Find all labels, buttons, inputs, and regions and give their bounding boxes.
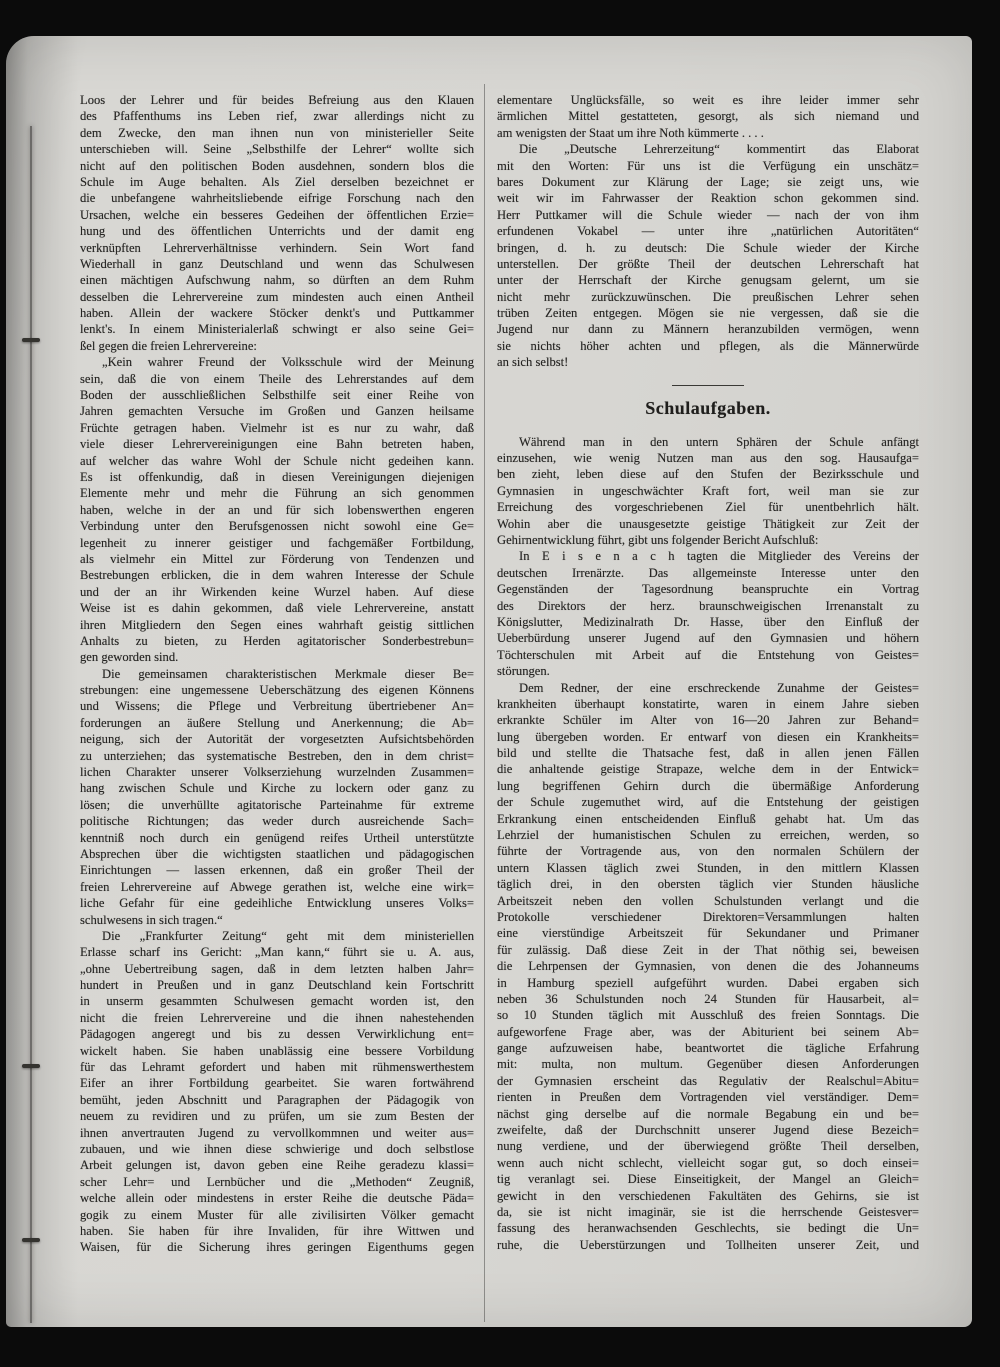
text-line: unter der Herrschaft der Kirche genugsam gelernt, um sie <box>497 273 919 288</box>
text-line: sie nichts höher achten und pflegen, als die Männerwürde <box>497 338 919 353</box>
text-line: nicht die freien Lehrervereine und die ihnen nahestehenden <box>80 1010 474 1025</box>
text-line: am wenigsten der Staat um ihre Noth kümmerte . . . . <box>497 125 764 140</box>
text-line: Verbindung unter den Berufsgenossen nicht sowohl eine Ge= <box>80 519 474 534</box>
text-line: störungen. <box>497 664 550 679</box>
text-line: neigung, sich der Autorität der vorgesetzten Aufsichtsbehörden <box>80 732 474 747</box>
text-line: ihren Mitgliedern den Segen eines wahrhaft geistig sittlichen <box>80 617 474 632</box>
text-line: schulwesens in sich tragen.“ <box>80 912 223 927</box>
text-line: Die gemeinsamen charakteristischen Merkmale dieser Be= <box>102 666 474 681</box>
text-line: zu unterziehen; das systematische Bestreben, den in dem christ= <box>80 748 474 763</box>
column-divider-rule <box>484 84 485 1322</box>
text-line: Pädagogen angeregt und bis zu dessen Verwirklichung ent= <box>80 1027 474 1042</box>
text-line: gogik zu einem Muster für alle zivilisirten Völker gemacht <box>80 1207 474 1222</box>
text-line: „Kein wahrer Freund der Volksschule wird der Meinung <box>102 355 474 370</box>
text-line: für das Lehramt gefordert und haben mit rühmenswerthestem <box>80 1060 474 1075</box>
text-line: bemüht, jeden Abschnitt und Paragraphen der Pädagogik von <box>80 1092 474 1107</box>
text-line: viele dieser Lehrervereinigungen eine Bahn betreten haben, <box>80 437 474 452</box>
text-line: gen geworden sind. <box>80 650 179 665</box>
text-line: welche allein oder mindestens in erster Reihe die deutsche Päda= <box>80 1191 474 1206</box>
scanned-page <box>6 36 972 1327</box>
text-line: lösen; die unverhüllte agitatorische Parteinahme für extreme <box>80 797 474 812</box>
text-line: mit: multa, non multum. Gegenüber diesen Anforderungen <box>497 1057 919 1072</box>
text-line: Boden der ausschließlichen Selbsthilfe seit einer Reihe von <box>80 388 474 403</box>
text-line: scher Lehr= und Lernbücher und die „Methoden“ Zeugniß, <box>80 1174 474 1189</box>
staple-icon <box>22 338 40 342</box>
spine-crease-line <box>30 126 32 1323</box>
text-line: die anhaltende geistige Strapaze, welche dem in der Entwick= <box>497 762 919 777</box>
text-line: lichen Charakter unserer Volkserziehung wurzelnden Zusammen= <box>80 765 474 780</box>
text-line: weit wir im Fahrwasser der Reaktion schon gekommen sind. <box>497 191 919 206</box>
text-line: an sich selbst! <box>497 355 569 370</box>
text-line: haben, welche in der an und für sich lobenswerthen engeren <box>80 502 474 517</box>
text-line: Ueberbürdung unserer Jugend auf den Gymnasien und höhern <box>497 631 919 646</box>
text-line: hung und des öffentlichen Unterrichts und der damit eng <box>80 224 474 239</box>
text-line: Jugend nur dann zu Männern heranzubilden vermögen, wenn <box>497 322 919 337</box>
text-line: die unbefangene wahrheitsliebende eifrige Forschung nach den <box>80 191 474 206</box>
text-line: des Direktors der herz. braunschweigischen Irrenanstalt zu <box>497 598 919 613</box>
text-line: Lehrziel der humanistischen Schulen zu erreichen, werden, so <box>497 828 919 843</box>
text-line: Herr Puttkamer will die Schule wieder — nach der von ihm <box>497 207 919 222</box>
text-line: mit den Worten: Für uns ist die Verfügung ein unschätz= <box>497 158 919 173</box>
text-line: Erreichung des vorgeschriebenen Ziel für unentbehrlich hält. <box>497 500 919 515</box>
text-line: Bestrebungen erblicken, die in dem wahren Interesse der Schule <box>80 568 474 583</box>
text-line: eine vierstündige Arbeitszeit für Sekundaner und Primaner <box>497 926 919 941</box>
text-line: ßel gegen die freien Lehrervereine: <box>80 338 257 353</box>
text-line: desselben die Lehrervereine zum mindesten auch einen Antheil <box>80 289 474 304</box>
text-line: der Schule zugemuthet wird, auf die Entstehung der geistigen <box>497 795 919 810</box>
text-line: nicht mehr zurückzuwünschen. Die preußischen Lehrer sehen <box>497 289 919 304</box>
text-line: untern Klassen täglich zwei Stunden, in den mittlern Klassen <box>497 860 919 875</box>
text-line: Es ist offenkundig, daß in diesen Vereinigungen diejenigen <box>80 469 474 484</box>
book-spine-fold <box>6 36 78 1327</box>
text-line: führte der Vortragende aus, von den normalen Schülern der <box>497 844 919 859</box>
text-line: Wiederhall in ganz Deutschland und wenn das Schulwesen <box>80 256 474 271</box>
text-line: legenheit zu innerer geistiger und fachgemäßer Fortbildung, <box>80 535 474 550</box>
text-line: die Lehrpensen der Gymnasien, von denen die des Johanneums <box>497 959 919 974</box>
text-line: lenkt's. In einem Ministerialerlaß schwingt er also seine Gei= <box>80 322 474 337</box>
text-line: in unserm gesammten Schulwesen gemacht worden ist, den <box>80 994 474 1009</box>
text-line: nächst ging derselbe auf die normale Begabung ein und be= <box>497 1106 919 1121</box>
text-line: wenn auch nicht schlecht, vielleicht sogar gut, so doch einsei= <box>497 1155 919 1170</box>
text-line: freien Lehrervereine auf Abwege gerathen ist, welche eine wirk= <box>80 879 474 894</box>
staple-icon <box>22 1238 40 1242</box>
text-line: erfundenen Vokabel — unter ihre „natürlichen Autoritäten“ <box>497 224 919 239</box>
text-line: in Hamburg speziell aufgeführt wurden. Dabei ergaben sich <box>497 975 919 990</box>
text-line: ruhe, die Ueberstürzungen und Tollheiten unserer Zeit, und <box>497 1237 919 1252</box>
text-line: so 10 Stunden täglich mit Ausschluß des freien Sonntags. Die <box>497 1008 919 1023</box>
text-line: und der an ihr Wirkenden keine Wurzel haben. Auf diese <box>80 584 474 599</box>
text-line: Jahren gemachten Versuche im Großen und Ganzen heilsame <box>80 404 474 419</box>
text-line: bild und stellte die Thatsache fest, daß in allen jenen Fällen <box>497 746 919 761</box>
text-line: kenntniß noch durch ein genügend reifes Urtheil unterstützte <box>80 830 474 845</box>
text-line: sein, daß die von einem Theile des Lehrerstandes auf dem <box>80 371 474 386</box>
text-line: neben 36 Schulstunden noch 24 Stunden für Hausarbeit, al= <box>497 991 919 1006</box>
text-line: Töchterschulen mit Arbeit auf die Entstehung von Geistes= <box>497 647 919 662</box>
text-line: Protokolle verschiedener Direktoren=Versammlungen halten <box>497 909 919 924</box>
text-line: Dem Redner, der eine erschreckende Zunahme der Geistes= <box>519 680 919 695</box>
text-line: hang zwischen Schule und Kirche zu lockern oder ganz zu <box>80 781 474 796</box>
text-line: Arbeit gelungen ist, davon geben eine Reihe geradezu klassi= <box>80 1158 474 1173</box>
text-column-right <box>497 92 919 1253</box>
text-line: trüben Zeiten entgegen. Mögen sie nie vergessen, daß sie die <box>497 306 919 321</box>
text-line: Waisen, für die Sicherung ihres geringen Eigenthums gegen <box>80 1240 474 1255</box>
text-line: Erlasse scharf ins Gericht: „Man kann,“ führt sie u. A. aus, <box>80 945 474 960</box>
text-line: einen mächtigen Aufschwung nahm, so dürften an dem Ruhm <box>80 273 474 288</box>
text-line: Anhalts zu bieten, zu Herden agitatorischer Sonderbestrebun= <box>80 633 474 648</box>
text-line: In E i s e n a c h tagten die Mitglieder des Vereins der <box>519 549 919 564</box>
text-line: ärmlichen Mittel gestatteten, gesorgt, als sich niemand und <box>497 109 919 124</box>
text-line: Absprechen über die wichtigsten staatlichen und pädagogischen <box>80 846 474 861</box>
text-line: Loos der Lehrer und für beides Befreiung aus den Klauen <box>80 93 474 107</box>
text-line: Wohin aber die unausgesetzte geistige Thätigkeit zur Zeit der <box>497 516 919 531</box>
text-line: forderungen an äußere Stellung und Anerkennung; die Ab= <box>80 715 474 730</box>
text-line: Elemente mehr und mehr die Führung an sich genommen <box>80 486 474 501</box>
text-line: dem Zwecke, den man ihnen nun von ministerieller Seite <box>80 125 474 140</box>
text-line: zweifelte, daß der Durchschnitt unserer Jugend diese Bezeich= <box>497 1123 919 1138</box>
text-line: deutschen Irrenärzte. Das allgemeinste Interesse unter den <box>497 565 919 580</box>
text-line: Schule im Auge behalten. Als Ziel derselben bezeichnet er <box>80 174 474 189</box>
text-line: nung verdiene, und der überwiegend größte Theil derselben, <box>497 1139 919 1154</box>
text-line: der Gymnasien erscheint das Regulativ der Realschul=Abitu= <box>497 1073 919 1088</box>
text-line: des Pfaffenthums ins Leben rief, zwar allerdings nicht zu <box>80 109 474 124</box>
text-line: rienten in Preußen dem Vortragenden viel verständiger. Dem= <box>497 1090 919 1105</box>
text-line: Erkrankung einen entscheidenden Einfluß gehabt hat. Um das <box>497 811 919 826</box>
text-line: politische Richtungen; das weder durch ausreichende Sach= <box>80 814 474 829</box>
text-line: Gehirnentwicklung führt, gibt uns folgender Bericht Aufschluß: <box>497 532 819 547</box>
text-line: tig veranlagt sei. Diese Einseitigkeit, der Mangel an Gleich= <box>497 1172 919 1187</box>
text-line: auf welcher das wahre Wohl der Schule nicht gedeihen kann. <box>80 453 474 468</box>
text-line: lung übergeben worden. Er entwarf von diesen ein Krankheits= <box>497 729 919 744</box>
text-line: als vielmehr ein Mittel zur Förderung von Tendenzen und <box>80 551 474 566</box>
text-line: täglich drei, in den obersten täglich vier Stunden häusliche <box>497 877 919 892</box>
text-line: Einrichtungen — lassen erkennen, daß ein großer Theil der <box>80 863 474 878</box>
text-line: zubauen, und wie ihnen diese schwierige und doch selbstlose <box>80 1142 474 1156</box>
text-line: Weise ist es dahin gekommen, daß viele Lehrervereine, anstatt <box>80 601 474 616</box>
text-line: da, sie ist nicht imaginär, sie ist die herrschende Geistesver= <box>497 1205 919 1219</box>
text-line: lung begriffenen Gehirn durch die übermäßige Anforderung <box>497 778 919 793</box>
text-line: Die „Deutsche Lehrerzeitung“ kommentirt das Elaborat <box>519 142 919 157</box>
text-line: erkrankte Schüler im Alter von 16—20 Jahren zur Behand= <box>497 713 919 728</box>
text-line: Arbeitszeit neben den vollen Schulstunden verlangt und die <box>497 893 919 908</box>
text-line: haben. Allein der wackere Stöcker denkt's und Puttkammer <box>80 306 474 321</box>
text-line: Königslutter, Medizinalrath Dr. Hasse, über den Einfluß der <box>497 614 919 629</box>
text-line: für zulässig. Daß diese Zeit in der That nöthig sei, beweisen <box>497 942 919 957</box>
text-line: liche Gefahr für eine gedeihliche Entwicklung unseres Volks= <box>80 896 474 911</box>
text-line: aufgeworfene Frage aber, was der Abiturient bei seinem Ab= <box>497 1024 919 1039</box>
text-line: Eifer an ihrer Fortbildung gearbeitet. Sie waren fortwährend <box>80 1076 474 1091</box>
text-line: bringen, d. h. zu deutsch: Die Schule wieder der Kirche <box>497 240 919 255</box>
text-line: Die „Frankfurter Zeitung“ geht mit dem ministeriellen <box>102 928 474 943</box>
text-line: gewicht in den verschiedenen Fakultäten des Gehirns, sie ist <box>497 1188 919 1203</box>
text-line: wickelt haben. Sie haben unablässig eine bessere Vorbildung <box>80 1043 474 1058</box>
text-line: Während man in den untern Sphären der Schule anfängt <box>519 434 919 449</box>
text-line: elementare Unglücksfälle, so weit es ihre leider immer sehr <box>497 93 919 107</box>
text-line: hundert in Preußen und in ganz Deutschland kein Fortschritt <box>80 978 474 993</box>
text-line: nicht auf den politischen Boden ausdehnen, sondern blos die <box>80 158 474 173</box>
text-line: haben. Sie haben für ihre Invaliden, für ihre Wittwen und <box>80 1223 474 1238</box>
text-line: fassung des heranwachsenden Geschlechts, sie bedingt die Un= <box>497 1221 919 1236</box>
text-line: und Wissens; die Pflege und Verbreitung übertriebener An= <box>80 699 474 714</box>
text-column-left <box>80 92 474 1256</box>
text-line: „ohne Uebertreibung sagen, daß in dem letzten halben Jahr= <box>80 961 474 976</box>
text-line: Gymnasien in ungeschwächter Kraft fort, weil man sie zur <box>497 483 919 498</box>
text-line: verknüpften Lehrerverhältnisse verhindern. Sein Wort fand <box>80 240 474 255</box>
text-line: krankheiten überhaupt konstatirte, waren in einem Jahre sieben <box>497 696 919 711</box>
text-line: strebungen: eine ungemessene Ueberschätzung des eigenen Könnens <box>80 683 474 698</box>
section-heading: Schulaufgaben. <box>645 397 771 418</box>
section-separator-rule <box>672 385 744 386</box>
text-line: ben zieht, leben diese auf den Stufen der Bezirksschule und <box>497 467 919 482</box>
text-line: Gegenständen der Tagesordnung beanspruchte ein Vortrag <box>497 582 919 597</box>
text-line: Ursachen, welche ein besseres Gedeihen der öffentlichen Erzie= <box>80 207 474 222</box>
text-line: unterschieben will. Seine „Selbsthilfe der Lehrer“ wollte sich <box>80 142 474 157</box>
staple-icon <box>22 1064 40 1068</box>
text-line: bares Dokument zur Klärung der Lage; sie zeigt uns, wie <box>497 174 919 189</box>
text-line: ihnen anvertrauten Jugend zu vervollkommnen und weiter aus= <box>80 1125 474 1140</box>
text-line: neuem zu revidiren und zu prüfen, um sie zum Besten der <box>80 1109 474 1124</box>
text-line: einzusehen, wie wenig Nutzen man aus den sog. Hausaufga= <box>497 451 919 466</box>
text-line: Früchte getragen haben. Vielmehr ist es nur zu wahr, daß <box>80 420 474 435</box>
text-line: unterstellen. Der größte Theil der deutschen Lehrerschaft hat <box>497 256 919 271</box>
text-line: gange aufzuweisen habe, beantwortet die tägliche Erfahrung <box>497 1041 919 1056</box>
